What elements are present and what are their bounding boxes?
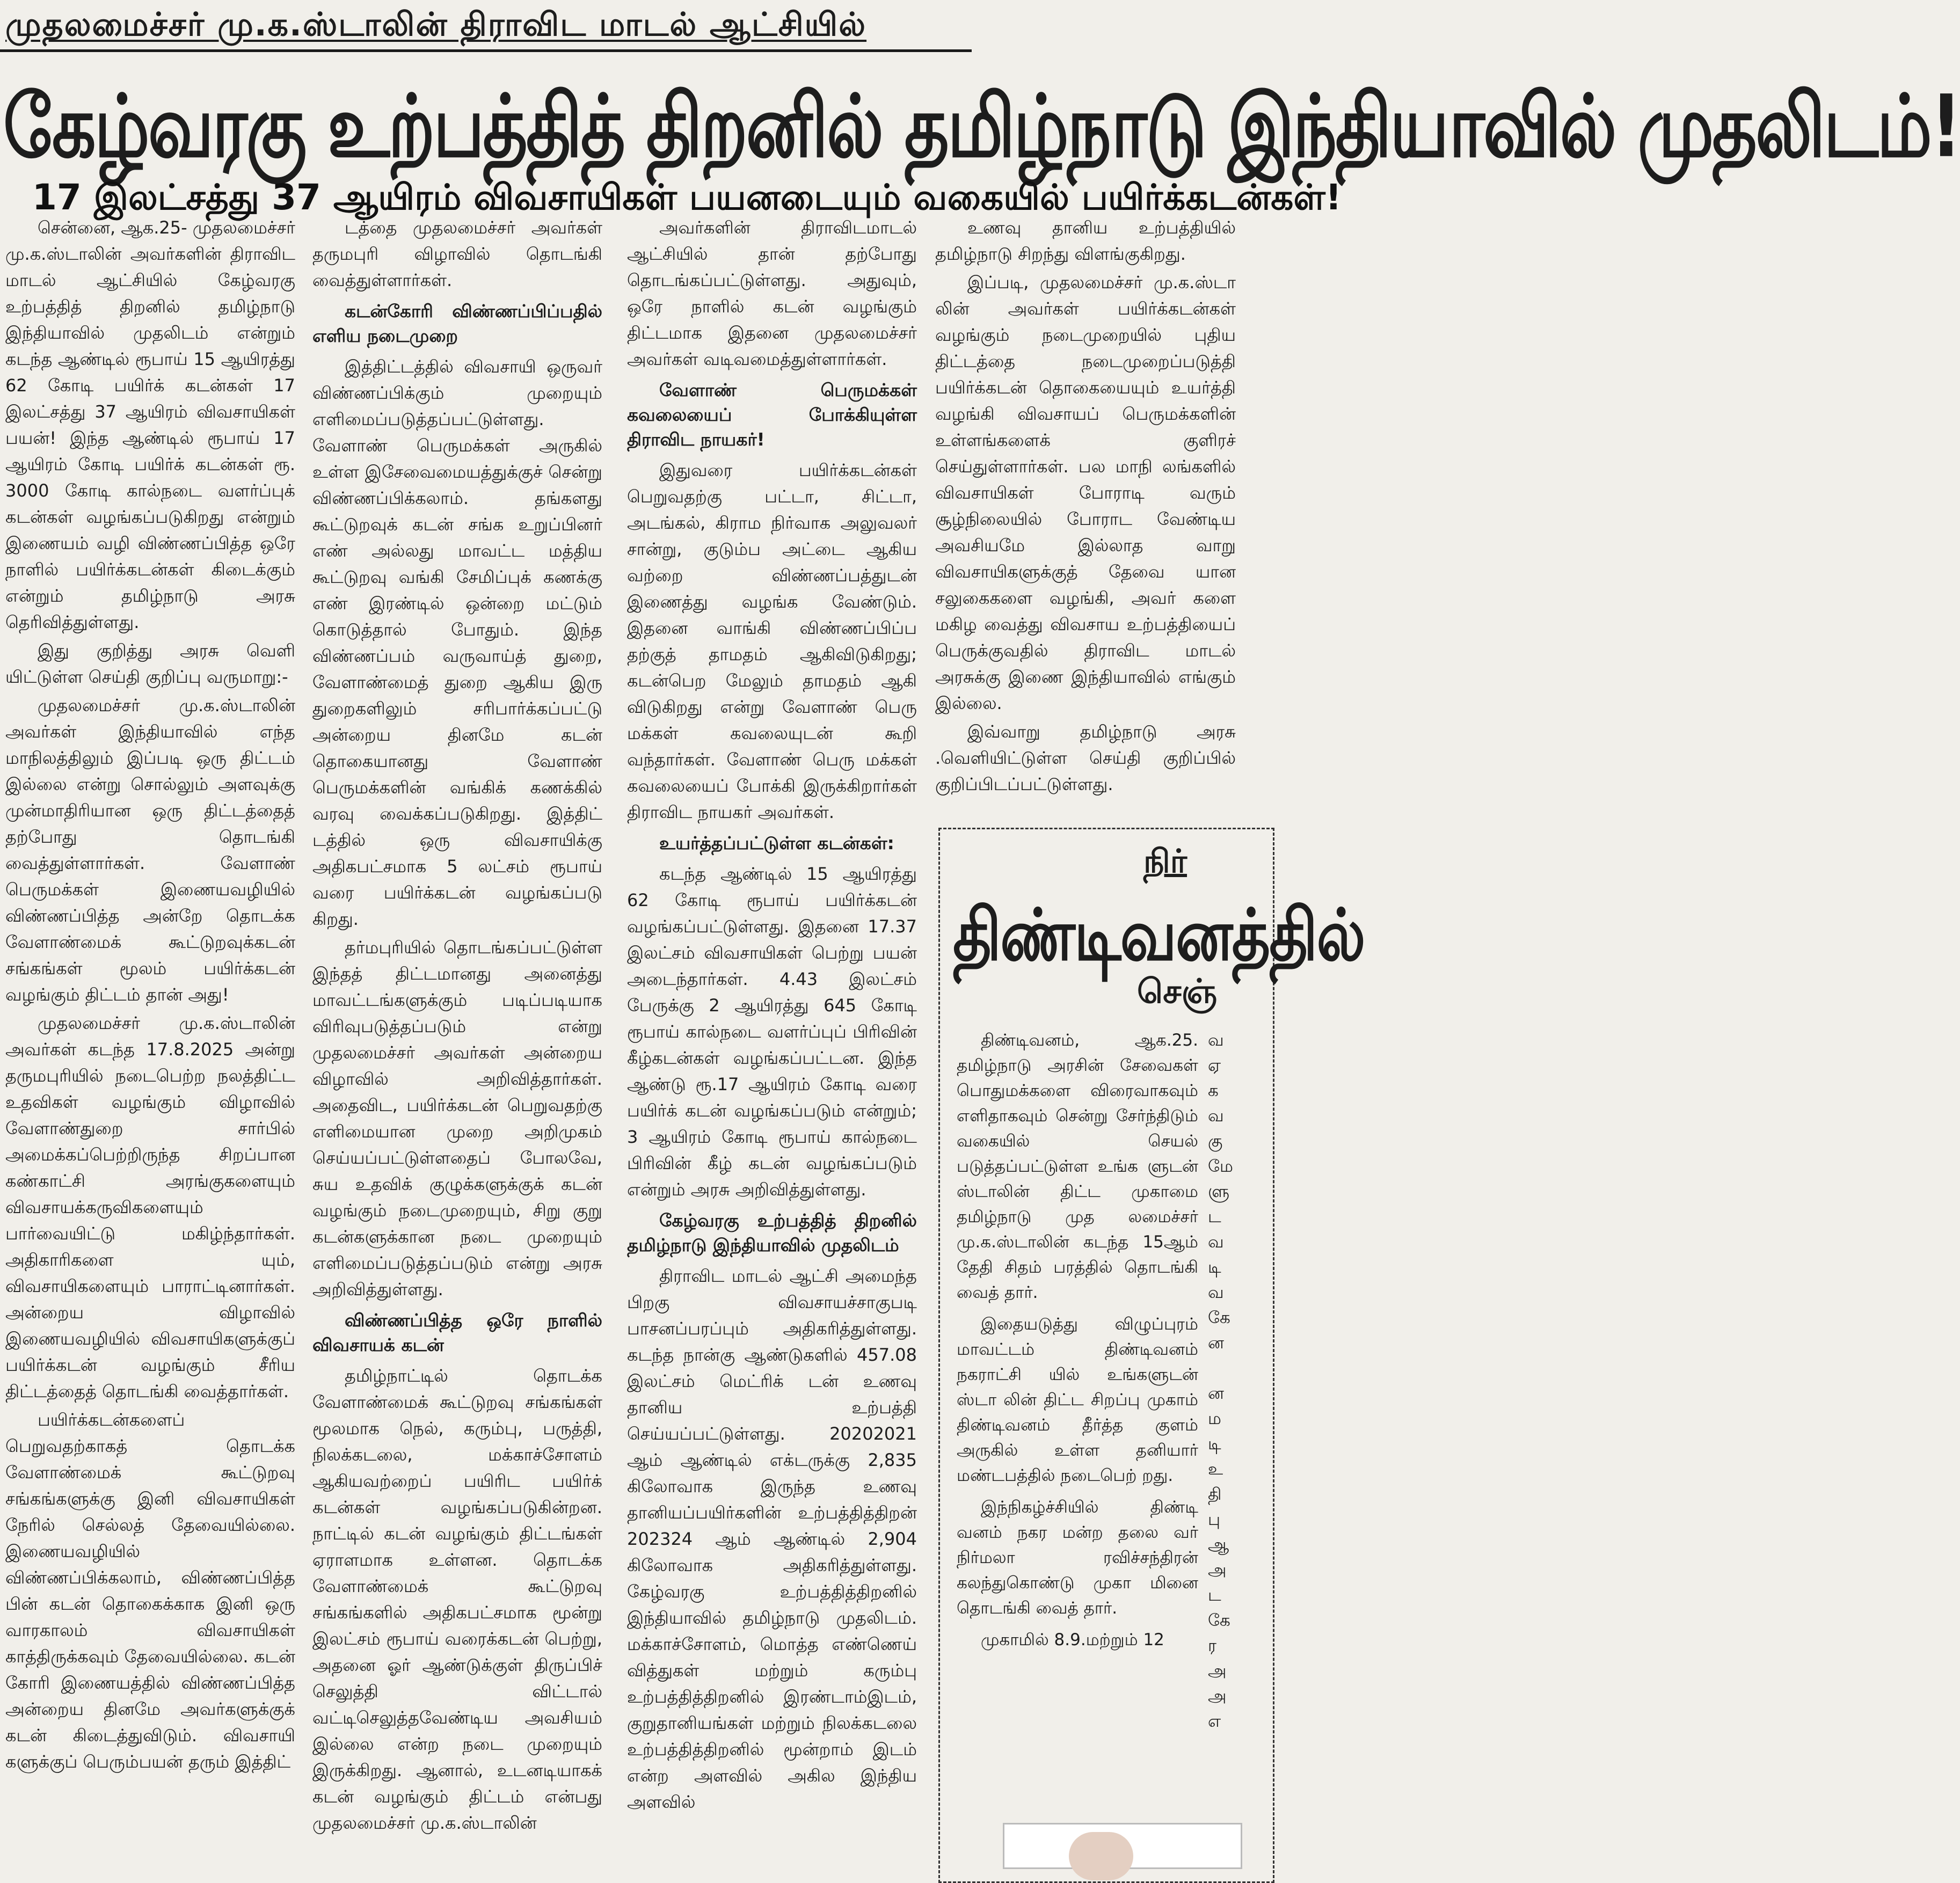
clipped-text-fragment: ஆ xyxy=(1208,1535,1229,1554)
clipped-text-fragment: வ xyxy=(1208,1106,1224,1126)
clipped-text-fragment: மே xyxy=(1208,1157,1233,1176)
clipped-text-fragment: ட xyxy=(1208,1586,1221,1605)
article-column-2 xyxy=(312,215,602,1838)
clipped-text-fragment: ட xyxy=(1208,1207,1221,1227)
paragraph: தமிழ்நாட்டில் தொடக்க வேளாண்மைக் கூட்டுறவு சங்கங்கள் மூலமாக நெல், கரும்பு, பருத்தி, நிலக்கடலை, மக்காச்சோளம் ஆகியவற்றைப் பயிரிட பயிர்க் கடன்கள் வழங்கப்படுகின்றன. நாட்டில் கடன் வழங்கும் திட்டங்கள் ஏராளமாக உள்ளன. தொடக்க வேளாண்மைக் கூட்டுறவு சங்கங்களில் அதிகபட்சமாக மூன்று இலட்சம் ரூபாய் வரைக்கடன் பெற்று, அதனை ஓர் ஆண்டுக்குள் திருப்பிச் செலுத்தி விட்டால் வட்டிசெலுத்தவேண்டிய அவசியம் இல்லை என்ற நடை முறையும் இருக்கிறது. ஆனால், உடனடியாகக் கடன் வழங்கும் திட்டம் என்பது முதலமைச்சர் மு.க.ஸ்டாலின் xyxy=(312,1366,602,1833)
clipped-text-fragment xyxy=(1208,1356,1240,1381)
clipped-text-fragment: அ xyxy=(1208,1661,1227,1681)
paragraph: இந்நிகழ்ச்சியில் திண்டி வனம் நகர மன்ற தலை வர் நிர்மலா ரவிச்சந்திரன் கலந்துகொண்டு முகா மினை தொடங்கி வைத் தார். xyxy=(957,1498,1198,1618)
clipped-text-fragment: ஏ xyxy=(1208,1056,1221,1075)
paragraph: இத்திட்டத்தில் விவசாயி ஒருவர் விண்ணப்பிக்கும் முறையும் எளிமைப்படுத்தப்பட்டுள்ளது. வேளாண் பெருமக்கள் அருகில் உள்ள இசேவைமையத்துக்குச் சென்று விண்ணப்பிக்கலாம். தங்களது கூட்டுறவுக் கடன் சங்க உறுப்பினர் எண் அல்லது மாவட்ட மத்திய கூட்டுறவு வங்கி சேமிப்புக் கணக்கு எண் இரண்டில் ஒன்றை மட்டும் கொடுத்தால் போதும். இந்த விண்ணப்பம் வருவாய்த் துறை, வேளாண்மைத் துறை ஆகிய இரு துறைகளிலும் சரிபார்க்கப்பட்டு அன்றைய தினமே கடன் தொகையானது வேளாண் பெருமக்களின் வங்கிக் கணக்கில் வரவு வைக்கப்படுகிறது. இத்திட் டத்தில் ஒரு விவசாயிக்கு அதிகபட்சமாக 5 லட்சம் ரூபாய் வரை பயிர்க்கடன் வழங்கப்படு கிறது. xyxy=(312,356,602,929)
clipped-text-fragment: ர xyxy=(1208,1636,1217,1655)
subheading: வேளாண் பெருமக்கள் கவலையைப் போக்கியுள்ள திராவிட நாயகர்! xyxy=(627,379,917,450)
paragraph: அவர்களின் திராவிடமாடல் ஆட்சியில் தான் தற்போது தொடங்கப்பட்டுள்ளது. அதுவும், ஒரே நாளில் கடன் வழங்கும் திட்டமாக இதனை முதலமைச்சர் அவர்கள் வடிவமைத்துள்ளார்கள். xyxy=(627,217,917,369)
subheading: விண்ணப்பித்த ஒரே நாளில் விவசாயக் கடன் xyxy=(312,1310,602,1355)
paragraph: திண்டிவனம், ஆக.25. தமிழ்நாடு அரசின் சேவைகள் பொதுமக்களை விரைவாகவும் எளிதாகவும் சென்று சேர்ந்திடும் வகையில் செயல் படுத்தப்பட்டுள்ள உங்க ளுடன் ஸ்டாலின் திட்ட முகாமை தமிழ்நாடு முத லமைச்சர் மு.க.ஸ்டாலின் கடந்த 15ஆம் தேதி சிதம் பரத்தில் தொடங்கி வைத் தார். xyxy=(957,1031,1198,1302)
clipped-text-fragment: ம xyxy=(1208,1409,1221,1428)
article-column-1 xyxy=(5,215,295,1777)
paragraph: திராவிட மாடல் ஆட்சி அமைந்த பிறகு விவசாயச்சாகுபடி பாசனப்பரப்பும் அதிகரித்துள்ளது. கடந்த நான்கு ஆண்டுகளில் 457.08 இலட்சம் மெட்ரிக் டன் உணவு தானிய உற்பத்தி செய்யப்பட்டுள்ளது. 20202021 ஆம் ஆண்டில் எக்டருக்கு 2,835 கிலோவாக இருந்த உணவு தானியப்பயிர்களின் உற்பத்தித்திறன் 202324 ஆம் ஆண்டில் 2,904 கிலோவாக அதிகரித்துள்ளது. கேழ்வரகு உற்பத்தித்திறனில் இந்தியாவில் தமிழ்நாடு முதலிடம். மக்காச்சோளம், மொத்த எண்ணெய் வித்துகள் மற்றும் கரும்பு உற்பத்தித்திறனில் இரண்டாம்இடம், குறுதானியங்கள் மற்றும் நிலக்கடலை உற்பத்தித்திறனில் மூன்றாம் இடம் என்ற அளவில் அகில இந்திய அளவில் xyxy=(627,1266,917,1812)
clipped-text-fragment: ன xyxy=(1208,1333,1225,1353)
side-story-column-1 xyxy=(957,1028,1198,1659)
paragraph: உணவு தானிய உற்பத்தியில் தமிழ்நாடு சிறந்து விளங்குகிறது. xyxy=(935,217,1236,264)
clipped-text-fragment: பு xyxy=(1208,1510,1221,1529)
subheading: கடன்கோரி விண்ணப்பிப்பதில் எளிய நடைமுறை xyxy=(312,301,602,346)
paragraph: இதுவரை பயிர்க்கடன்கள் பெறுவதற்கு பட்டா, சிட்டா, அடங்கல், கிராம நிர்வாக அலுவலர் சான்று, குடும்ப அட்டை ஆகிய வற்றை விண்ணப்பத்துடன் இணைத்து வழங்க வேண்டும். இதனை வாங்கி விண்ணப்பிப்ப தற்குத் தாமதம் ஆகிவிடுகிறது; கடன்பெற மேலும் தாமதம் ஆகி விடுகிறது என்று வேளாண் பெரு மக்கள் கவலையுடன் கூறி வந்தார்கள். வேளாண் பெரு மக்கள் கவலையைப் போக்கி இருக்கிறார்கள் திராவிட நாயகர் அவர்கள். xyxy=(627,460,917,822)
paragraph: இது குறித்து அரசு வெளி யிட்டுள்ள செய்தி குறிப்பு வருமாறு:- xyxy=(5,640,295,687)
clipped-text-fragment: கே xyxy=(1208,1611,1230,1630)
paragraph: தர்மபுரியில் தொடங்கப்பட்டுள்ள இந்தத் திட்டமானது அனைத்து மாவட்டங்களுக்கும் படிப்படியாக விரிவுபடுத்தப்படும் என்று முதலமைச்சர் அவர்கள் அன்றைய விழாவில் அறிவித்தார்கள். அதைவிட, பயிர்க்கடன் பெறுவதற்கு எளிமையான முறை அறிமுகம் செய்யப்பட்டுள்ளதைப் போலவே, சுய உதவிக் குழுக்களுக்குக் கடன் வழங்கும் நடைமுறையும், சிறு குறு கடன்களுக்கான நடை முறையும் எளிமைப்படுத்தப்படும் என்று அரசு அறிவித்துள்ளது. xyxy=(312,937,602,1300)
clipped-text-fragment: அ xyxy=(1208,1687,1227,1706)
paragraph: இவ்வாறு தமிழ்நாடு அரசு .வெளியிட்டுள்ள செய்தி குறிப்பில் குறிப்பிடப்பட்டுள்ளது. xyxy=(935,721,1236,794)
clipped-text-fragment: தி xyxy=(1208,1485,1222,1504)
clipped-text-fragment: ளு xyxy=(1208,1182,1229,1201)
clipped-text-fragment: வ xyxy=(1208,1232,1224,1252)
side-story-subhead: செஞ் xyxy=(1137,972,1218,1011)
clipped-text-fragment: ன xyxy=(1208,1384,1225,1403)
subhead: 17 இலட்சத்து 37 ஆயிரம் விவசாயிகள் பயனடையும் வகையில் பயிர்க்கடன்கள்! xyxy=(32,177,1342,218)
clipped-text-fragment: டி xyxy=(1208,1258,1221,1277)
clipped-text-fragment: கு xyxy=(1208,1132,1223,1151)
side-story-kicker: நிர் xyxy=(1143,843,1187,880)
article-column-4 xyxy=(935,215,1236,800)
paragraph: இதையடுத்து விழுப்புரம் மாவட்டம் திண்டிவனம் நகராட்சி யில் உங்களுடன் ஸ்டா லின் திட்ட சிறப்பு முகாம் திண்டிவனம் தீர்த்த குளம் அருகில் உள்ள தனியார் மண்டபத்தில் நடைபெற் றது. xyxy=(957,1315,1198,1485)
subheading: உயர்த்தப்பட்டுள்ள கடன்கள்: xyxy=(659,833,894,853)
headline: கேழ்வரகு உற்பத்தித் திறனில் தமிழ்நாடு இந்தியாவில் முதலிடம்! xyxy=(3,77,1960,177)
paragraph: பயிர்க்கடன்களைப் பெறுவதற்காகத் தொடக்க வேளாண்மைக் கூட்டுறவு சங்கங்களுக்கு இனி விவசாயிகள் நேரில் செல்லத் தேவையில்லை. இணையவழியில் விண்ணப்பிக்கலாம், விண்ணப்பித்த பின் கடன் தொகைக்காக இனி ஒரு வாரகாலம் விவசாயிகள் காத்திருக்கவும் தேவையில்லை. கடன் கோரி இணையத்தில் விண்ணப்பித்த அன்றைய தினமே அவர்களுக்குக் கடன் கிடைத்துவிடும். விவசாயி களுக்குப் பெரும்பயன் தரும் இத்திட் xyxy=(5,1410,295,1772)
side-story-column-2 xyxy=(1208,1028,1240,1734)
clipped-text-fragment: வ xyxy=(1208,1031,1224,1050)
article-column-3 xyxy=(627,215,917,1818)
photo-figure xyxy=(1069,1832,1133,1880)
paragraph: கடந்த ஆண்டில் 15 ஆயிரத்து 62 கோடி ரூபாய் பயிர்க்கடன் வழங்கப்பட்டுள்ளது. இதனை 17.37 இலட்சம் விவசாயிகள் பெற்று பயன் அடைந்தார்கள். 4.43 இலட்சம் பேருக்கு 2 ஆயிரத்து 645 கோடி ரூபாய் கால்நடை வளர்ப்புப் பிரிவின் கீழ்கடன்கள் வழங்கப்பட்டன. இந்த ஆண்டு ரூ.17 ஆயிரம் கோடி வரை பயிர்க் கடன் வழங்கப்படும் என்றும்; 3 ஆயிரம் கோடி ரூபாய் கால்நடை பிரிவின் கீழ் கடன் வழங்கப்படும் என்றும் அரசு அறிவித்துள்ளது. xyxy=(627,864,917,1200)
paragraph: முகாமில் 8.9.மற்றும் 12 xyxy=(981,1630,1164,1650)
clipped-text-fragment: உ xyxy=(1208,1459,1223,1479)
clipped-text-fragment: க xyxy=(1208,1081,1219,1100)
clipped-text-fragment: கே xyxy=(1208,1308,1230,1327)
paragraph: டத்தை முதலமைச்சர் அவர்கள் தருமபுரி விழாவில் தொடங்கி வைத்துள்ளார்கள். xyxy=(312,217,602,290)
paragraph: சென்னை, ஆக.25- முதலமைச்சர் மு.க.ஸ்டாலின் அவர்களின் திராவிட மாடல் ஆட்சியில் கேழ்வரகு உற்பத்தித் திறனில் தமிழ்நாடு இந்தியாவில் முதலிடம் என்றும் கடந்த ஆண்டில் ரூபாய் 15 ஆயிரத்து 62 கோடி பயிர்க் கடன்கள் 17 இலட்சத்து 37 ஆயிரம் விவசாயிகள் பயன்! இந்த ஆண்டில் ரூபாய் 17 ஆயிரம் கோடி பயிர்க் கடன்கள் ரூ. 3000 கோடி கால்நடை வளர்ப்புக் கடன்கள் வழங்கப்படுகிறது என்றும் இணையம் வழி விண்ணப்பித்த ஒரே நாளில் பயிர்க்கடன்கள் கிடைக்கும் என்றும் தமிழ்நாடு அரசு தெரிவித்துள்ளது. xyxy=(5,217,295,632)
clipped-text-fragment: டி xyxy=(1208,1434,1221,1454)
paragraph: முதலமைச்சர் மு.க.ஸ்டாலின் அவர்கள் கடந்த 17.8.2025 அன்று தருமபுரியில் நடைபெற்ற நலத்திட்ட உதவிகள் வழங்கும் விழாவில் வேளாண்துறை சார்பில் அமைக்கப்பெற்றிருந்த சிறப்பான கண்காட்சி அரங்குகளையும் விவசாயக்கருவிகளையும் பார்வையிட்டு மகிழ்ந்தார்கள். அதிகாரிகளை யும், விவசாயிகளையும் பாராட்டினார்கள். அன்றைய விழாவில் இணையவழியில் விவசாயிகளுக்குப் பயிர்க்கடன் வழங்கும் சீரிய திட்டத்தைத் தொடங்கி வைத்தார்கள். xyxy=(5,1013,295,1402)
side-story-headline: திண்டிவனத்தில் xyxy=(953,894,1365,976)
clipped-text-fragment: வ xyxy=(1208,1283,1224,1302)
photo xyxy=(1003,1823,1242,1869)
clipped-text-fragment: எ xyxy=(1208,1712,1221,1731)
subheading: கேழ்வரகு உற்பத்தித் திறனில் தமிழ்நாடு இந்தியாவில் முதலிடம் xyxy=(627,1210,917,1256)
paragraph: இப்படி, முதலமைச்சர் மு.க.ஸ்டா லின் அவர்கள் பயிர்க்கடன்கள் வழங்கும் நடைமுறையில் புதிய திட்டத்தை நடைமுறைப்படுத்தி பயிர்க்கடன் தொகையையும் உயர்த்தி வழங்கி விவசாயப் பெருமக்களின் உள்ளங்களைக் குளிரச் செய்துள்ளார்கள். பல மாநி லங்களில் விவசாயிகள் போராடி வரும் சூழ்நிலையில் போராட வேண்டிய அவசியமே இல்லாத வாறு விவசாயிகளுக்குத் தேவை யான சலுகைகளை வழங்கி, அவர் களை மகிழ வைத்து விவசாய உற்பத்தியைப் பெருக்குவதில் திராவிட மாடல் அரசுக்கு இணை இந்தியாவில் எங்கும் இல்லை. xyxy=(935,272,1236,713)
clipped-text-fragment: அ xyxy=(1208,1560,1227,1580)
kicker: முதலமைச்சர் மு.க.ஸ்டாலின் திராவிட மாடல் ஆட்சியில் xyxy=(0,0,972,52)
paragraph: முதலமைச்சர் மு.க.ஸ்டாலின் அவர்கள் இந்தியாவில் எந்த மாநிலத்திலும் இப்படி ஒரு திட்டம் இல்லை என்று சொல்லும் அளவுக்கு முன்மாதிரியான ஒரு திட்டத்தைத் தற்போது தொடங்கி வைத்துள்ளார்கள். வேளாண் பெருமக்கள் இணையவழியில் விண்ணப்பித்த அன்றே தொடக்க வேளாண்மைக் கூட்டுறவுக்கடன் சங்கங்கள் மூலம் பயிர்க்கடன் வழங்கும் திட்டம் தான் அது! xyxy=(5,695,295,1005)
